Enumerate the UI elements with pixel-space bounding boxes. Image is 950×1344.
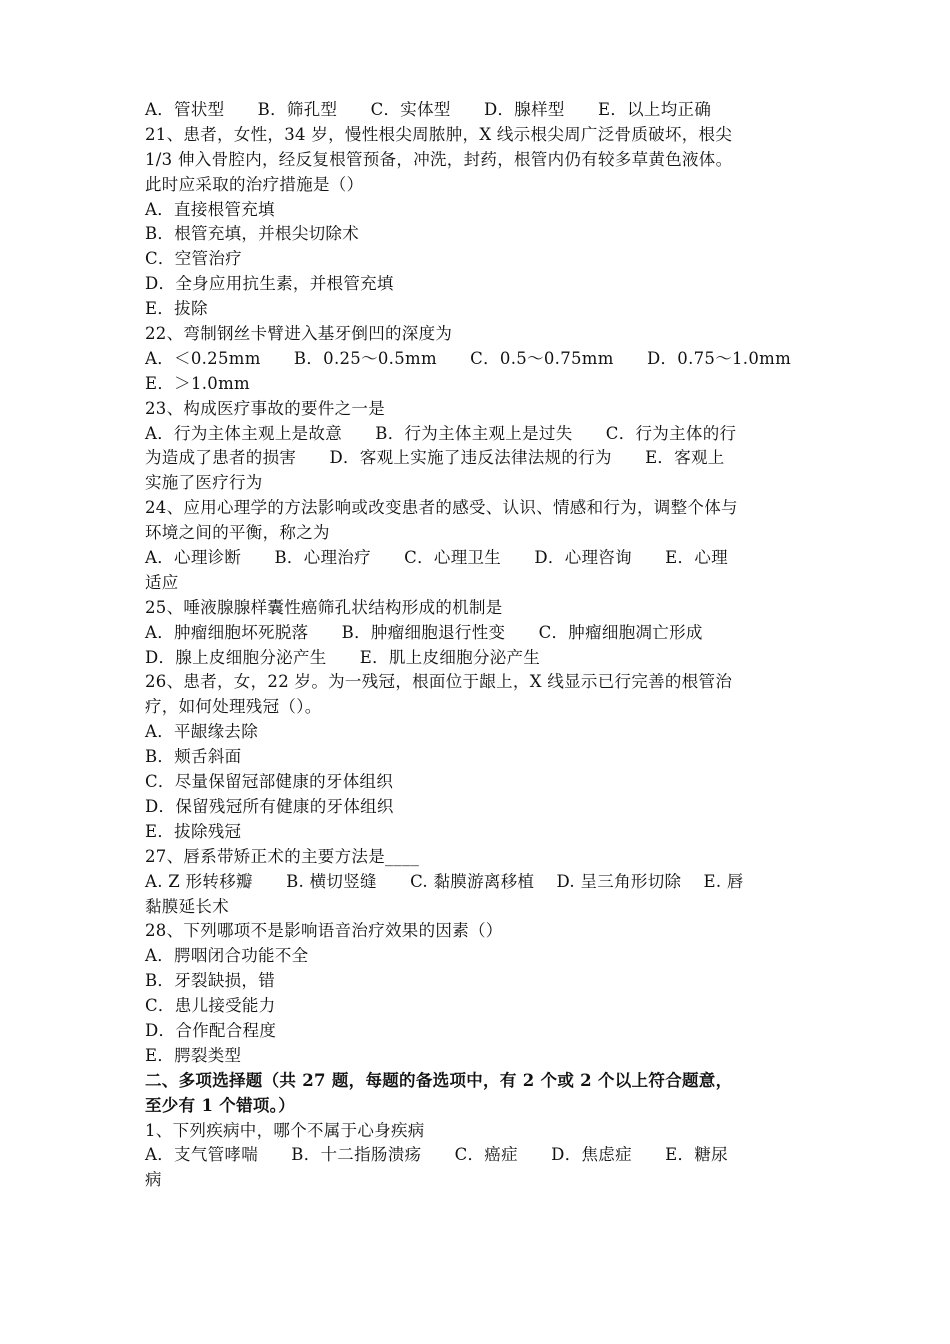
text-line: 为造成了患者的损害 D．客观上实施了违反法律法规的行为 E．客观上 [145,448,725,468]
text-line: 实施了医疗行为 [145,473,263,493]
text-line: A．腭咽闭合功能不全 [145,946,309,966]
text-line: A．肿瘤细胞坏死脱落 B．肿瘤细胞退行性变 C．肿瘤细胞凋亡形成 [145,622,703,642]
text-line: A．行为主体主观上是故意 B．行为主体主观上是过失 C．行为主体的行 [145,423,737,443]
text-line: A．支气管哮喘 B．十二指肠溃疡 C．癌症 D．焦虑症 E．糖尿 [145,1145,728,1165]
text-line: E．腭裂类型 [145,1045,242,1065]
text-line: A．心理诊断 B．心理治疗 C．心理卫生 D．心理咨询 E．心理 [145,548,728,568]
text-line: B．颊舌斜面 [145,747,242,767]
text-line: A．直接根管充填 [145,199,275,219]
text-line: 环境之间的平衡，称之为 [145,523,330,543]
text-line: 适应 [145,572,179,592]
text-line: B．牙裂缺损，错 [145,971,276,991]
text-line: E．拔除残冠 [145,821,242,841]
text-line: D．腺上皮细胞分泌产生 E．肌上皮细胞分泌产生 [145,647,541,667]
text-line: D．保留残冠所有健康的牙体组织 [145,796,394,816]
text-line: 疗，如何处理残冠（）。 [145,697,322,717]
text-line: D．全身应用抗生素，并根管充填 [145,274,394,294]
text-line: E．拔除 [145,299,208,319]
text-line: A．平龈缘去除 [145,722,259,742]
text-line: 27、唇系带矫正术的主要方法是____ [145,846,420,866]
document-body [145,98,817,1193]
text-line: 22、弯制钢丝卡臂进入基牙倒凹的深度为 [145,324,453,344]
text-line: A．管状型 B．筛孔型 C．实体型 D．腺样型 E．以上均正确 [145,100,712,119]
text-line: 1/3 伸入骨腔内，经反复根管预备，冲洗，封药，根管内仍有较多草黄色液体。 [145,149,733,169]
section-heading-line: 至少有 1 个错项。） [145,1095,296,1115]
text-line: 1、下列疾病中，哪个不属于心身疾病 [145,1120,425,1140]
text-line: 26、患者，女，22 岁。为一残冠，根面位于龈上，X 线显示已行完善的根管治 [145,672,733,692]
text-line: C．患儿接受能力 [145,996,276,1016]
text-line: 此时应采取的治疗措施是（） [145,174,364,194]
text-line: 24、应用心理学的方法影响或改变患者的感受、认识、情感和行为，调整个体与 [145,498,738,518]
text-line: E．＞1.0mm [145,373,250,393]
text-line: A．＜0.25mm B．0.25～0.5mm C．0.5～0.75mm D．0.75～1.0mm [145,348,792,368]
text-line: A. Z 形转移瓣 B. 横切竖缝 C. 黏膜游离移植 D. 呈三角形切除 E. 唇 [145,871,744,891]
text-line: 25、唾液腺腺样囊性癌筛孔状结构形成的机制是 [145,597,503,617]
text-line: 21、患者，女性，34 岁，慢性根尖周脓肿，X 线示根尖周广泛骨质破坏，根尖 [145,124,733,144]
text-line: C．尽量保留冠部健康的牙体组织 [145,772,394,792]
text-line: 23、构成医疗事故的要件之一是 [145,398,385,418]
text-line: 黏膜延长术 [145,896,229,916]
text-line: C．空管治疗 [145,249,242,269]
text-line: B．根管充填，并根尖切除术 [145,224,360,244]
text-line: D．合作配合程度 [145,1020,277,1040]
text-line: 病 [145,1170,162,1190]
text-line: 28、下列哪项不是影响语音治疗效果的因素（） [145,921,503,941]
section-heading-line: 二、多项选择题（共 27 题，每题的备选项中，有 2 个或 2 个以上符合题意， [145,1070,733,1090]
